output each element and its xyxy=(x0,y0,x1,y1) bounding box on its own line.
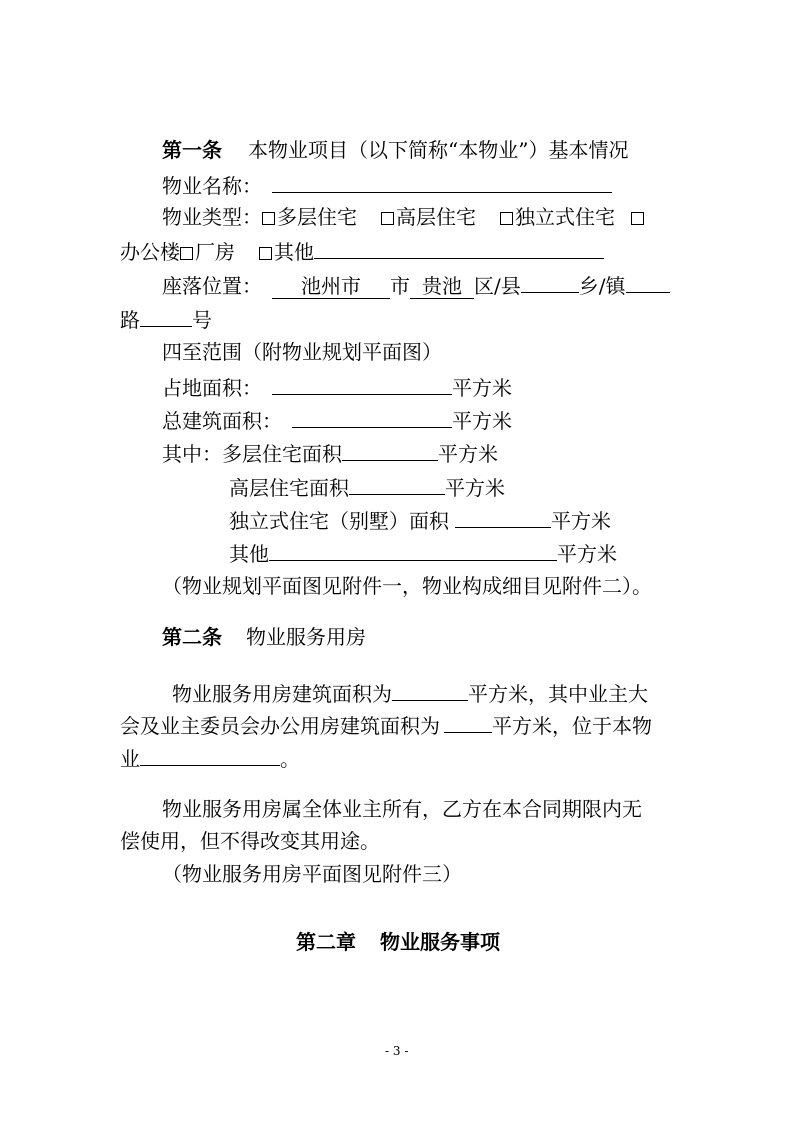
multi-storey-area-blank[interactable] xyxy=(342,440,438,461)
office-room-area-blank[interactable] xyxy=(444,712,492,733)
villa-area-label: 独立式住宅（别墅）面积 xyxy=(229,509,449,533)
district-suffix: 区/县 xyxy=(474,274,521,298)
boundary-line: 四至范围（附物业规划平面图） xyxy=(162,340,442,364)
service-room-paragraph-line-2 xyxy=(120,712,652,738)
property-type-line xyxy=(162,205,646,229)
article-2-number: 第二条 xyxy=(162,625,222,649)
chapter-number: 第二章 xyxy=(296,930,356,954)
service-room-area-text: 物业服务用房建筑面积为 xyxy=(172,682,392,706)
page-number: - 3 - xyxy=(385,1044,409,1058)
article-1-heading-line xyxy=(162,138,628,162)
property-name-line xyxy=(162,172,612,198)
service-room-paragraph-line-1 xyxy=(172,680,648,706)
checkbox-other[interactable] xyxy=(259,247,272,260)
office-room-area-text: 会及业主委员会办公用房建筑面积为 xyxy=(120,714,440,738)
option-factory: 厂房 xyxy=(195,240,235,264)
article-1-number: 第一条 xyxy=(162,138,222,162)
building-area-unit: 平方米 xyxy=(452,409,512,433)
building-area-line xyxy=(162,407,512,433)
checkbox-factory[interactable] xyxy=(180,247,193,260)
ownership-paragraph-line-2: 偿使用，但不得改变其用途。 xyxy=(120,829,380,853)
option-office: 办公楼 xyxy=(120,240,180,264)
article-2-heading-line xyxy=(162,625,366,649)
villa-area-line xyxy=(229,507,611,533)
other-area-unit: 平方米 xyxy=(557,542,617,566)
villa-area-blank[interactable] xyxy=(455,507,551,528)
multi-storey-area-label: 多层住宅面积 xyxy=(222,442,342,466)
other-area-blank[interactable] xyxy=(269,540,557,561)
office-room-area-text-2: 平方米，位于本物 xyxy=(492,714,652,738)
location-line xyxy=(162,272,670,299)
city-field[interactable]: 池州市 xyxy=(272,274,390,299)
chapter-title: 物业服务事项 xyxy=(380,930,500,954)
high-rise-area-blank[interactable] xyxy=(349,474,445,495)
other-area-label: 其他 xyxy=(229,542,269,566)
property-type-label: 物业类型： xyxy=(162,205,262,229)
land-area-blank[interactable] xyxy=(272,374,452,395)
service-room-area-text-2: 平方米，其中业主大 xyxy=(468,682,648,706)
building-area-label: 总建筑面积： xyxy=(162,409,282,433)
property-name-blank[interactable] xyxy=(272,172,612,193)
article-1-title: 本物业项目（以下简称“本物业”）基本情况 xyxy=(248,138,629,162)
high-rise-area-unit: 平方米 xyxy=(445,476,505,500)
road-blank[interactable] xyxy=(626,272,670,293)
checkbox-detached[interactable] xyxy=(500,212,513,225)
service-room-location-blank[interactable] xyxy=(140,745,280,766)
chapter-heading xyxy=(296,930,500,954)
building-area-blank[interactable] xyxy=(292,407,452,428)
high-rise-area-line xyxy=(229,474,505,500)
land-area-label: 占地面积： xyxy=(162,376,262,400)
number-suffix: 号 xyxy=(192,308,212,332)
multi-storey-area-unit: 平方米 xyxy=(438,442,498,466)
article-1-note: （物业规划平面图见附件一，物业构成细目见附件二）。 xyxy=(162,574,652,598)
other-area-line xyxy=(229,540,617,566)
checkbox-multi-storey[interactable] xyxy=(262,212,275,225)
ownership-paragraph-line-1: 物业服务用房属全体业主所有，乙方在本合同期限内无 xyxy=(162,797,642,821)
road-line xyxy=(120,306,212,332)
among-label: 其中： xyxy=(162,442,222,466)
other-type-blank[interactable] xyxy=(314,238,604,259)
house-number-blank[interactable] xyxy=(140,306,192,327)
town-blank[interactable] xyxy=(521,272,579,293)
road-label: 路 xyxy=(120,308,140,332)
city-suffix: 市 xyxy=(390,274,410,298)
full-stop: 。 xyxy=(280,747,300,771)
town-suffix: 乡/镇 xyxy=(578,274,626,298)
land-area-line xyxy=(162,374,512,400)
article-2-title: 物业服务用房 xyxy=(246,625,366,649)
district-field[interactable]: 贵池 xyxy=(410,274,474,299)
high-rise-area-label: 高层住宅面积 xyxy=(229,476,349,500)
multi-storey-area-line xyxy=(162,440,498,466)
checkbox-high-rise[interactable] xyxy=(381,212,394,225)
villa-area-unit: 平方米 xyxy=(551,509,611,533)
option-high-rise: 高层住宅 xyxy=(396,205,476,229)
location-label: 座落位置： xyxy=(162,274,262,298)
property-name-label: 物业名称： xyxy=(162,174,262,198)
option-other: 其他 xyxy=(274,240,314,264)
property-type-line-2 xyxy=(120,238,604,264)
land-area-unit: 平方米 xyxy=(452,376,512,400)
option-detached: 独立式住宅 xyxy=(515,205,615,229)
location-word: 业 xyxy=(120,747,140,771)
option-multi-storey: 多层住宅 xyxy=(277,205,357,229)
article-2-note: （物业服务用房平面图见附件三） xyxy=(162,862,462,886)
service-room-area-blank[interactable] xyxy=(392,680,468,701)
service-room-paragraph-line-3 xyxy=(120,745,300,771)
checkbox-office[interactable] xyxy=(631,212,644,225)
